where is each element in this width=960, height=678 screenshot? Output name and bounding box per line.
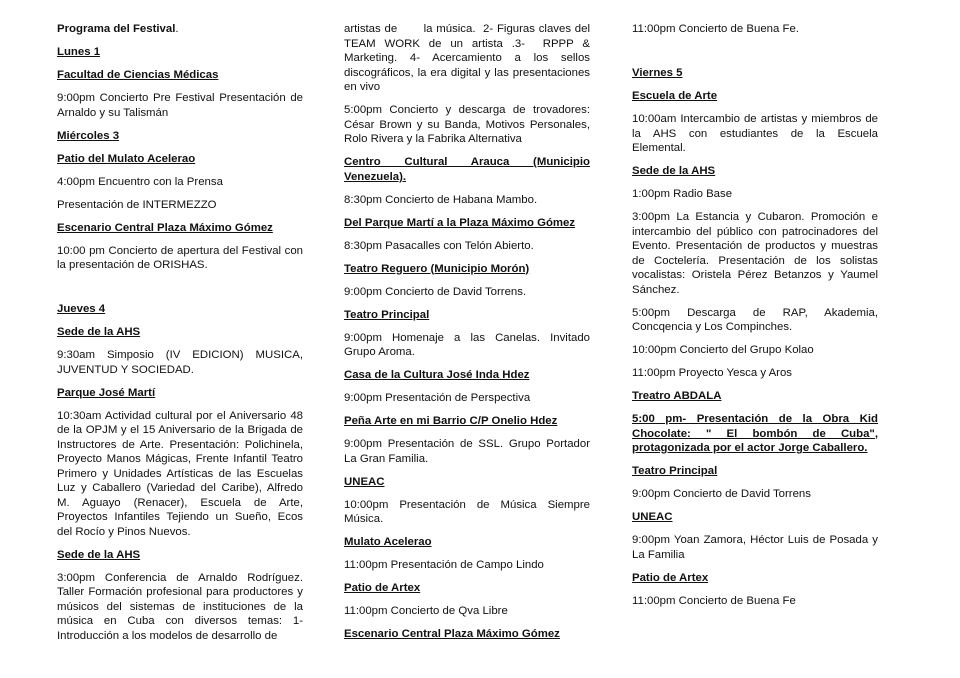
venue-heading: UNEAC bbox=[344, 475, 385, 488]
venue-heading: Escuela de Arte bbox=[632, 90, 718, 102]
program-title: Programa del Festival. bbox=[57, 23, 179, 35]
venue-heading: Sede de la AHS bbox=[57, 326, 141, 338]
event-entry: 9:00pm Concierto de David Torrens. bbox=[344, 285, 527, 298]
event-entry: 8:30pm Concierto de Habana Mambo. bbox=[344, 193, 538, 206]
event-entry: 10:30am Actividad cultural por el Aniversario 48 de la OPJM y el 15 Aniversario de la Brigada de Instructores de Arte. Presentación: Polichinela, Proyecto Manos Mágicas, Frente Infantil Teatro Primero y Unidades Artísticas de las Escuelas Luz y Caballero (Variedad del Caribe), Alfredo M. Aguayo (Renacer), Escuela de Arte, Proyectos Infantiles Tejiendo un Sueño, Ecos del Rocío y Pinos Nuevos. bbox=[57, 409, 303, 538]
event-entry: 10:00am Intercambio de artistas y miembros de la AHS con estudiantes de la Escuela Elemental. bbox=[632, 113, 878, 154]
event-entry: 9:00pm Concierto de David Torrens bbox=[632, 488, 811, 500]
event-entry: 9:00pm Presentación de Perspectiva bbox=[344, 392, 531, 404]
event-entry: 3:00pm La Estancia y Cubaron. Promoción e intercambio del público con patrocinadores del Evento. Presentación de productos y muestras de Coctelería. Presentación de los solistas vocalistas: Oristela Pérez Betanzos y Yaumel Sánchez. bbox=[632, 211, 878, 296]
event-entry: 8:30pm Pasacalles con Telón Abierto. bbox=[344, 239, 534, 252]
venue-heading: Escenario Central Plaza Máximo Gómez bbox=[344, 628, 560, 640]
venue-heading: Casa de la Cultura José Inda Hdez bbox=[344, 369, 530, 381]
event-entry: 11:00pm Proyecto Yesca y Aros bbox=[632, 367, 792, 379]
venue-heading: Del Parque Martí a la Plaza Máximo Gómez bbox=[344, 216, 576, 229]
event-entry-continued: artistas de la música. 2- Figuras claves del TEAM WORK de un artista .3- RPPP & Marketing. 4- Acercamiento a los sellos discográficos, la era digital y las presentaciones en vivo bbox=[344, 23, 594, 93]
venue-heading: Escenario Central Plaza Máximo Gómez bbox=[57, 221, 273, 234]
venue-heading: Sede de la AHS bbox=[632, 165, 716, 177]
venue-heading: Centro Cultural Arauca (Municipio Venezuela). bbox=[344, 156, 590, 183]
program-column-1 bbox=[57, 22, 303, 652]
event-entry: 11:00pm Concierto de Buena Fe bbox=[632, 594, 796, 607]
venue-heading: UNEAC bbox=[632, 511, 673, 523]
event-entry: 9:00pm Homenaje a las Canelas. Invitado Grupo Aroma. bbox=[344, 331, 590, 358]
venue-heading: Mulato Acelerao bbox=[344, 536, 432, 548]
spacer bbox=[632, 45, 878, 66]
event-entry: 3:00pm Conferencia de Arnaldo Rodríguez. Taller Formación profesional para productores y músicos del sistemas de instituciones de la música en Cuba con diversos temas: 1- Introducción a los modelos de desarrollo de bbox=[57, 571, 303, 642]
event-entry: Presentación de INTERMEZZO bbox=[57, 198, 217, 211]
event-entry: 10:00 pm Concierto de apertura del Festival con la presentación de ORISHAS. bbox=[57, 244, 303, 271]
day-heading-lunes: Lunes 1 bbox=[57, 46, 101, 58]
venue-heading: Sede de la AHS bbox=[57, 548, 141, 561]
event-entry: 9:00pm Concierto Pre Festival Presentación de Arnaldo y su Talismán bbox=[57, 92, 303, 119]
day-heading-jueves: Jueves 4 bbox=[57, 303, 106, 315]
day-heading-miercoles: Miércoles 3 bbox=[57, 129, 120, 142]
program-column-3 bbox=[632, 22, 878, 617]
venue-heading: Teatro Reguero (Municipio Morón) bbox=[344, 262, 530, 275]
venue-heading: Facultad de Ciencias Médicas bbox=[57, 69, 219, 81]
spacer bbox=[57, 281, 303, 302]
event-entry: 11:00pm Concierto de Qva Libre bbox=[344, 605, 508, 617]
day-heading-viernes: Viernes 5 bbox=[632, 67, 683, 79]
event-entry: 10:00pm Presentación de Música Siempre Música. bbox=[344, 498, 590, 525]
venue-heading: Peña Arte en mi Barrio C/P Onelio Hdez bbox=[344, 415, 558, 427]
venue-heading: Patio del Mulato Acelerao bbox=[57, 152, 196, 165]
event-entry: 5:00pm Concierto y descarga de trovadores: César Brown y su Banda, Motivos Personales, Rolo Rivera y la Fabrika Alternativa bbox=[344, 104, 590, 145]
venue-heading: Patio de Artex bbox=[632, 571, 709, 584]
event-entry: 10:00pm Concierto del Grupo Kolao bbox=[632, 344, 814, 356]
venue-heading: Teatro Principal bbox=[632, 465, 718, 477]
event-entry: 9:00pm Yoan Zamora, Héctor Luis de Posada y La Familia bbox=[632, 534, 878, 561]
event-entry: 9:00pm Presentación de SSL. Grupo Portador La Gran Familia. bbox=[344, 438, 590, 465]
event-entry: 1:00pm Radio Base bbox=[632, 188, 733, 200]
event-entry: 4:00pm Encuentro con la Prensa bbox=[57, 175, 223, 188]
event-entry: 5:00pm Descarga de RAP, Akademia, Concqencia y Los Compinches. bbox=[632, 306, 878, 333]
venue-heading: Treatro ABDALA bbox=[632, 390, 722, 402]
venue-heading: Teatro Principal bbox=[344, 308, 430, 321]
event-entry-highlight: 5:00 pm- Presentación de la Obra Kid Chocolate: " El bombón de Cuba", protagonizada por el actor Jorge Caballero. bbox=[632, 413, 878, 454]
event-entry: 9:30am Simposio (IV EDICION) MUSICA, JUVENTUD Y SOCIEDAD. bbox=[57, 349, 303, 376]
event-entry: 11:00pm Concierto de Buena Fe. bbox=[632, 23, 799, 35]
venue-heading: Patio de Artex bbox=[344, 582, 421, 594]
program-column-2 bbox=[344, 22, 594, 650]
venue-heading: Parque José Martí bbox=[57, 386, 156, 399]
event-entry: 11:00pm Presentación de Campo Lindo bbox=[344, 559, 544, 571]
